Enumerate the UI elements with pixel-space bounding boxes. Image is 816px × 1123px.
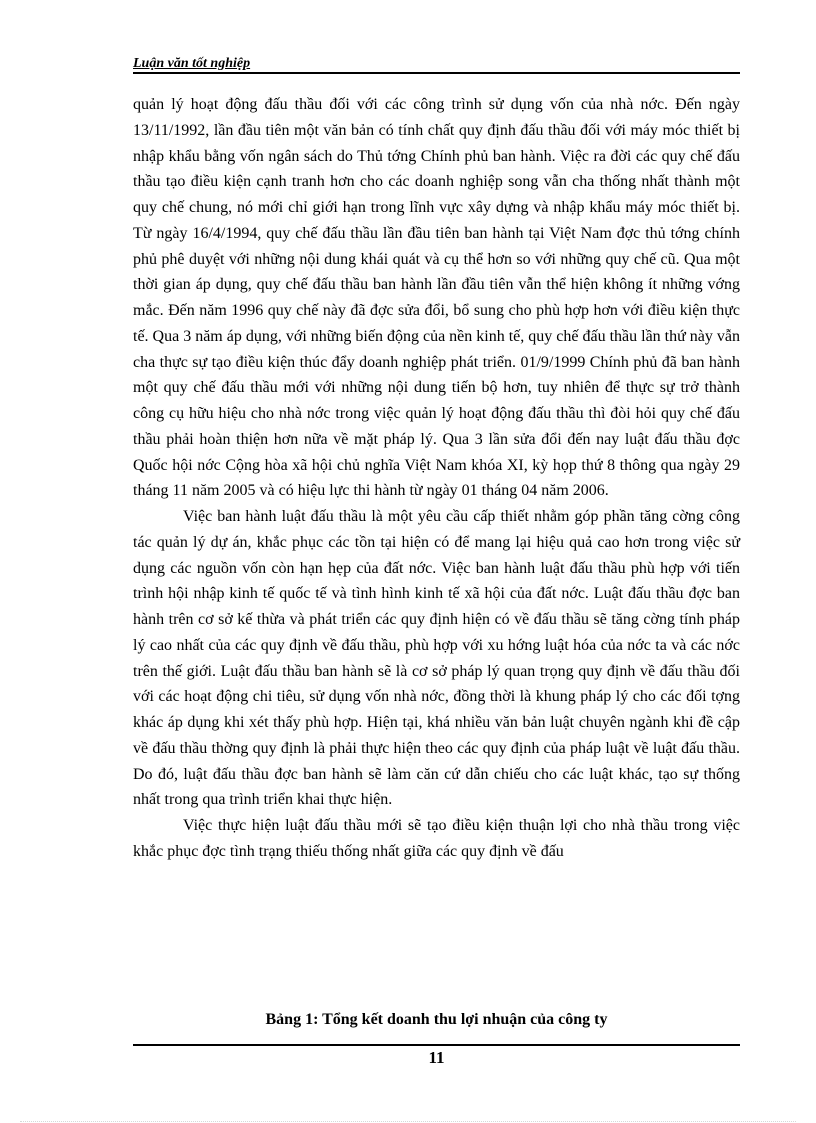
table-caption: Bảng 1: Tổng kết doanh thu lợi nhuận của công ty	[265, 1011, 608, 1028]
running-header-title: Luận văn tốt nghiệp	[133, 56, 251, 71]
paragraph-luat-dau-thau: Việc ban hành luật đấu thầu là một yêu cầu cấp thiết nhằm góp phần tăng cờng công tác quản lý dự án, khắc phục các tồn tại hiện có để mang lại hiệu quả cao hơn trong việc sử dụng các nguồn vốn còn hạn hẹp của đất nớc. Việc ban hành luật đấu thầu phù hợp với tiến trình hội nhập kinh tế quốc tế và tình hình kinh tế xã hội của đất nớc. Luật đấu thầu đợc ban hành trên cơ sở kế thừa và phát triển các quy định hiện có về đấu thầu sẽ tăng cờng tính pháp lý cao nhất của các quy định về đấu thầu, phù hợp với xu hớng luật hóa của nớc ta và các nớc trên thế giới. Luật đấu thầu ban hành sẽ là cơ sở pháp lý quan trọng quy định về đấu thầu đối với các hoạt động chi tiêu, sử dụng vốn nhà nớc, đồng thời là khung pháp lý cho các đối tợng khác áp dụng khi xét thấy phù hợp. Hiện tại, khá nhiều văn bản luật chuyên ngành khi đề cập về đấu thầu thờng quy định là phải thực hiện theo các quy định của pháp luật về luật đấu thầu. Do đó, luật đấu thầu đợc ban hành sẽ làm căn cứ dẫn chiếu cho các luật khác, tạo sự thống nhất trong qua trình triển khai thực hiện.	[133, 508, 740, 809]
page-number: 11	[428, 1048, 445, 1067]
paragraph-continued: quản lý hoạt động đấu thầu đối với các công trình sử dụng vốn của nhà nớc. Đến ngày 13/11/1992, lần đầu tiên một văn bản có tính chất quy định đấu thầu đối với máy móc thiết bị nhập khẩu bằng vốn ngân sách do Thủ tớng Chính phủ ban hành. Việc ra đời các quy chế đấu thầu tạo điều kiện cạnh tranh hơn cho các doanh nghiệp song vẫn cha thống nhất thành một quy chế chung, nó mới chỉ giới hạn trong lĩnh vực xây dựng và nhập khẩu máy móc thiết bị. Từ ngày 16/4/1994, quy chế đấu thầu lần đầu tiên ban hành tại Việt Nam đợc thủ tớng chính phủ phê duyệt với những nội dung khái quát và cụ thể hơn so với những quy chế cũ. Qua một thời gian áp dụng, quy chế đấu thầu ban hành lần đầu tiên vẫn thể hiện không ít những vớng mắc. Đến năm 1996 quy chế này đã đợc sửa đổi, bổ sung cho phù hợp hơn với điều kiện thực tế. Qua 3 năm áp dụng, với những biến động của nền kinh tế, quy chế đấu thầu lần thứ này vẫn cha thực sự tạo điều kiện thúc đẩy doanh nghiệp phát triển. 01/9/1999 Chính phủ đã ban hành một quy chế đấu thầu mới với những nội dung tiến bộ hơn, tuy nhiên để thực sự trở thành công cụ hữu hiệu cho nhà nớc trong việc quản lý hoạt động đấu thầu thì đòi hỏi quy chế đấu thầu phải hoàn thiện hơn nữa về mặt pháp lý. Qua 3 lần sửa đổi đến nay luật đấu thầu đợc Quốc hội nớc Cộng hòa xã hội chủ nghĩa Việt Nam khóa XI, kỳ họp thứ 8 thông qua ngày 29 tháng 11 năm 2005 và có hiệu lực thi hành từ ngày 01 tháng 04 năm 2006.	[133, 96, 740, 500]
page-edge-line	[20, 1121, 796, 1122]
body-text	[133, 92, 740, 865]
header-rule	[133, 72, 740, 74]
paragraph-thuc-hien: Việc thực hiện luật đấu thầu mới sẽ tạo điều kiện thuận lợi cho nhà thầu trong việc khắc phục đợc tình trạng thiếu thống nhất giữa các quy định về đấu	[133, 817, 740, 860]
footer-rule	[133, 1044, 740, 1046]
